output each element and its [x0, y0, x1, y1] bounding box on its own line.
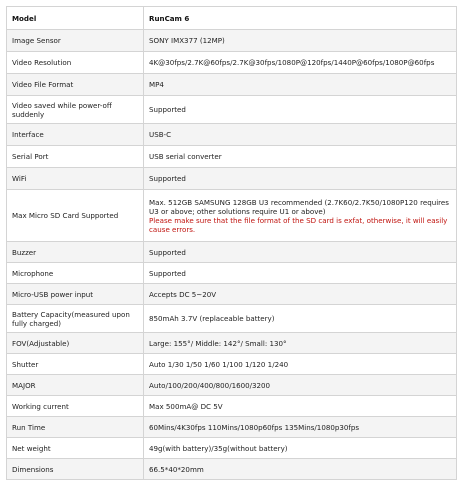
- spec-label: Serial Port: [7, 146, 144, 168]
- table-row: [7, 375, 457, 396]
- spec-value: Max 500mA@ DC 5V: [144, 396, 457, 417]
- spec-value: 66.5*40*20mm: [144, 459, 457, 480]
- spec-value: MP4: [144, 74, 457, 96]
- spec-label: FOV(Adjustable): [7, 333, 144, 354]
- spec-value: SONY IMX377 (12MP): [144, 30, 457, 52]
- spec-label: Shutter: [7, 354, 144, 375]
- table-row: [7, 146, 457, 168]
- spec-value-sd-card: [144, 190, 457, 242]
- spec-value: 4K@30fps/2.7K@60fps/2.7K@30fps/1080P@120fps/1440P@60fps/1080P@60fps: [144, 52, 457, 74]
- spec-label: Dimensions: [7, 459, 144, 480]
- spec-label: Buzzer: [7, 242, 144, 263]
- spec-table-container: [6, 6, 456, 480]
- table-row: [7, 168, 457, 190]
- spec-label: Video saved while power-off suddenly: [7, 96, 144, 124]
- table-row: [7, 396, 457, 417]
- spec-value: USB serial converter: [144, 146, 457, 168]
- spec-label: Video File Format: [7, 74, 144, 96]
- spec-value: Auto 1/30 1/50 1/60 1/100 1/120 1/240: [144, 354, 457, 375]
- spec-label: Interface: [7, 124, 144, 146]
- table-row: [7, 124, 457, 146]
- spec-table: [6, 6, 457, 480]
- spec-value: USB-C: [144, 124, 457, 146]
- spec-label: Microphone: [7, 263, 144, 284]
- table-header-row: [7, 7, 457, 30]
- spec-label: Net weight: [7, 438, 144, 459]
- spec-value: Supported: [144, 242, 457, 263]
- spec-label: MAJOR: [7, 375, 144, 396]
- spec-value: Auto/100/200/400/800/1600/3200: [144, 375, 457, 396]
- sd-card-warning-text: Please make sure that the file format of the SD card is exfat, otherwise, it will easily cause errors.: [149, 215, 448, 234]
- spec-value: 49g(with battery)/35g(without battery): [144, 438, 457, 459]
- spec-label: WiFi: [7, 168, 144, 190]
- table-row: [7, 30, 457, 52]
- header-cell-model: Model: [7, 7, 144, 30]
- spec-label: Working current: [7, 396, 144, 417]
- table-row: [7, 96, 457, 124]
- table-row: [7, 333, 457, 354]
- spec-value: Supported: [144, 263, 457, 284]
- spec-label: Max Micro SD Card Supported: [7, 190, 144, 242]
- sd-card-capacity-text: Max. 512GB SAMSUNG 128GB U3 recommended (2.7K60/2.7K50/1080P120 requires U3 or above; other solutions require U1 or above): [149, 197, 449, 216]
- spec-value: Large: 155°/ Middle: 142°/ Small: 130°: [144, 333, 457, 354]
- table-row: [7, 52, 457, 74]
- spec-label: Micro-USB power input: [7, 284, 144, 305]
- table-row: [7, 284, 457, 305]
- table-row: [7, 190, 457, 242]
- table-row: [7, 459, 457, 480]
- spec-value: 60Mins/4K30fps 110Mins/1080p60fps 135Mins/1080p30fps: [144, 417, 457, 438]
- spec-label: Image Sensor: [7, 30, 144, 52]
- spec-value: Supported: [144, 96, 457, 124]
- table-row: [7, 354, 457, 375]
- spec-value: Accepts DC 5~20V: [144, 284, 457, 305]
- table-row: [7, 242, 457, 263]
- header-cell-product: RunCam 6: [144, 7, 457, 30]
- spec-value: Supported: [144, 168, 457, 190]
- spec-label: Run Time: [7, 417, 144, 438]
- spec-label: Video Resolution: [7, 52, 144, 74]
- spec-value: 850mAh 3.7V (replaceable battery): [144, 305, 457, 333]
- table-row: [7, 263, 457, 284]
- table-row: [7, 305, 457, 333]
- table-row: [7, 438, 457, 459]
- table-row: [7, 417, 457, 438]
- table-row: [7, 74, 457, 96]
- spec-label: Battery Capacity(measured upon fully charged): [7, 305, 144, 333]
